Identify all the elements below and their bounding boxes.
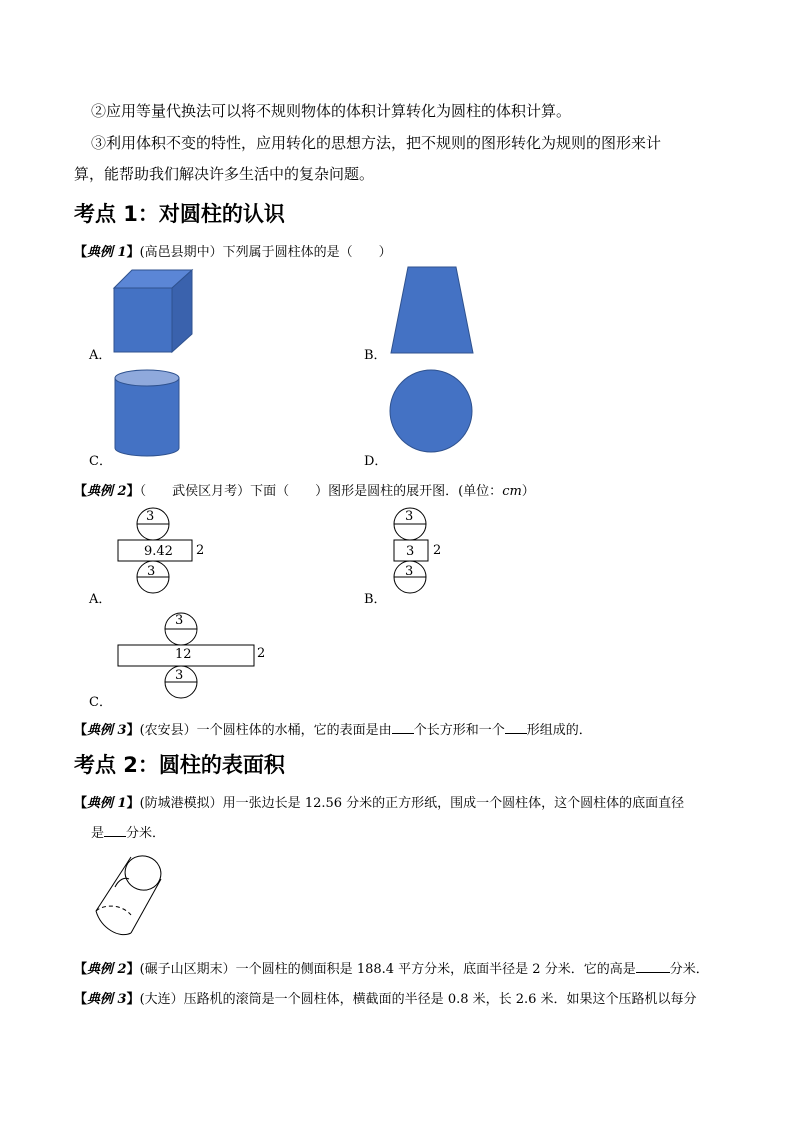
intro-line-3a: ③利用体积不变的特性，应用转化的思想方法，把不规则的图形转化为规则的图形来计 bbox=[91, 134, 662, 152]
s2-ex2-question: 【典例 2】(碾子山区期末）一个圆柱的侧面积是 188.4 平方分米，底面半径是 2 分米．它的高是 分米． bbox=[74, 962, 709, 977]
example-tag: 【典例 2】 bbox=[74, 484, 140, 499]
example-tag: 【典例 1】 bbox=[74, 245, 140, 260]
example-tag: 【典例 1】 bbox=[74, 796, 140, 811]
net-a-bottom-label: 3 bbox=[147, 564, 156, 579]
section-1-heading: 考点 1：对圆柱的认识 bbox=[74, 202, 285, 226]
s1-ex1-option-c[interactable]: C． bbox=[89, 454, 112, 469]
s1-ex2-option-a[interactable]: A． bbox=[89, 592, 112, 607]
net-b-rect-label: 3 bbox=[406, 544, 415, 559]
net-a-side-label: 2 bbox=[196, 543, 205, 558]
s1-ex3-question: 【典例 3】(农安县）一个圆柱体的水桶，它的表面是由 个长方形和一个 形组成的． bbox=[74, 723, 592, 738]
s2-ex3-question: 【典例 3】(大连）压路机的滚筒是一个圆柱体，横截面的半径是 0.8 米，长 2.6 米．如果这个压路机以每分 bbox=[74, 992, 697, 1007]
s2-ex1-question-cont: 是 分米． bbox=[91, 826, 166, 841]
s1-ex1-question: 【典例 1】(高邑县期中）下列属于圆柱体的是（ ） bbox=[74, 245, 392, 260]
section-2-heading: 考点 2：圆柱的表面积 bbox=[74, 753, 285, 777]
net-c-diagram bbox=[118, 612, 278, 702]
net-b-bottom-label: 3 bbox=[405, 564, 414, 579]
s1-ex2-option-b[interactable]: B． bbox=[364, 592, 387, 607]
answer-blank[interactable] bbox=[392, 733, 414, 734]
s1-ex1-option-d[interactable]: D． bbox=[364, 454, 388, 469]
s2-ex1-question: 【典例 1】(防城港模拟）用一张边长是 12.56 分米的正方形纸，围成一个圆柱体，这个圆柱体的底面直径 bbox=[74, 796, 685, 811]
circle-shape bbox=[389, 369, 473, 453]
s1-ex1-option-b[interactable]: B． bbox=[364, 348, 387, 363]
net-c-side-label: 2 bbox=[257, 646, 266, 661]
example-tag: 【典例 3】 bbox=[74, 723, 140, 738]
net-c-top-label: 3 bbox=[175, 613, 184, 628]
s1-ex1-option-a[interactable]: A． bbox=[89, 348, 112, 363]
net-b-diagram bbox=[392, 508, 452, 598]
net-b-side-label: 2 bbox=[433, 543, 442, 558]
cube-shape bbox=[112, 268, 194, 354]
rolled-paper-cylinder bbox=[93, 853, 168, 943]
net-a-top-label: 3 bbox=[146, 509, 155, 524]
intro-line-3b: 算，能帮助我们解决许多生活中的复杂问题。 bbox=[74, 165, 375, 183]
cylinder-shape bbox=[113, 369, 181, 457]
intro-line-2: ②应用等量代换法可以将不规则物体的体积计算转化为圆柱的体积计算。 bbox=[91, 102, 572, 120]
net-b-top-label: 3 bbox=[405, 509, 414, 524]
answer-blank[interactable] bbox=[636, 972, 670, 973]
net-a-rect-label: 9.42 bbox=[144, 544, 173, 559]
answer-blank[interactable] bbox=[505, 733, 527, 734]
trapezoid-shape bbox=[390, 266, 474, 354]
example-tag: 【典例 2】 bbox=[74, 962, 140, 977]
s1-ex2-question: 【典例 2】（ 武侯区月考）下面（ ）图形是圆柱的展开图．(单位：cm） bbox=[74, 484, 535, 499]
answer-blank[interactable] bbox=[104, 836, 126, 837]
example-tag: 【典例 3】 bbox=[74, 992, 140, 1007]
s1-ex2-option-c[interactable]: C． bbox=[89, 695, 112, 710]
net-c-rect-label: 12 bbox=[175, 647, 192, 662]
net-c-bottom-label: 3 bbox=[175, 668, 184, 683]
